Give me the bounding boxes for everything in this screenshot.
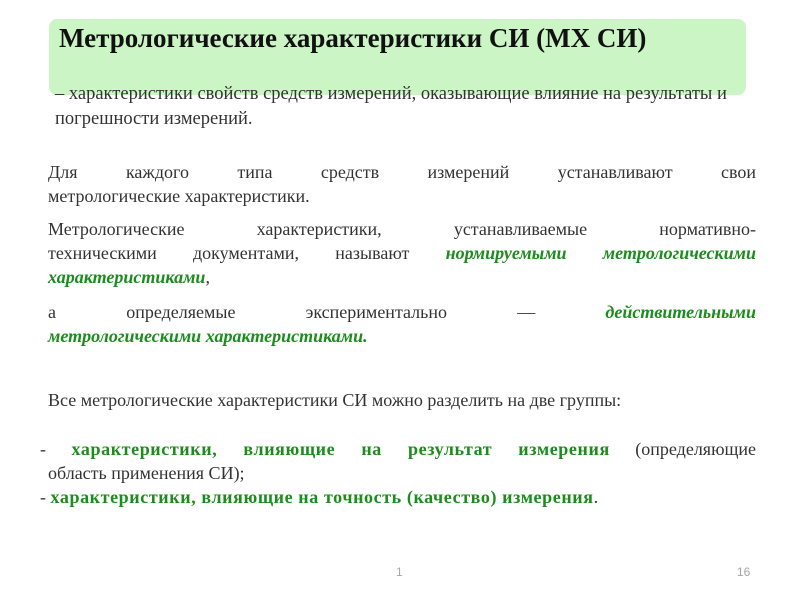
slide-subtitle: – характеристики свойств средств измерений, оказывающие влияние на результаты и погрешности измерений. xyxy=(55,84,727,129)
list-item-1-prefix: - xyxy=(40,439,72,459)
page-number: 16 xyxy=(737,565,751,579)
paragraph-2 xyxy=(48,217,756,289)
paragraph-2-line-3 xyxy=(48,267,210,287)
list-item-2-highlight: характеристики, влияющие на точность (качество) измерения xyxy=(50,487,594,507)
highlight-normalized-characteristics: нормируемыми метрологическими xyxy=(445,243,756,263)
list-item-2-tail: . xyxy=(593,487,599,507)
slide-title: Метрологические характеристики СИ (МХ СИ) xyxy=(59,23,647,53)
highlight-actual-characteristics-cont: метрологическими характеристиками. xyxy=(48,326,368,346)
paragraph-1 xyxy=(48,160,756,208)
paragraph-3 xyxy=(48,300,756,348)
paragraph-2-tail: , xyxy=(205,267,210,287)
list-item-1-line-2: область применения СИ); xyxy=(48,463,245,483)
paragraph-3-line-1 xyxy=(48,300,756,324)
paragraph-1-line-2: метрологические характеристики. xyxy=(48,186,310,206)
paragraph-2-line-1: Метрологические характеристики, устанавливаемые нормативно- xyxy=(48,219,756,239)
paragraph-2-line-2 xyxy=(48,241,756,265)
footer-left-number: 1 xyxy=(396,565,403,579)
paragraph-1-line-1: Для каждого типа средств измерений устанавливают свои xyxy=(48,162,756,182)
list-item-1-tail: (определяющие xyxy=(609,439,757,459)
groups-list xyxy=(40,437,756,509)
list-item-1 xyxy=(40,437,756,461)
list-item-2-prefix: - xyxy=(40,487,51,507)
highlight-actual-characteristics: действительными xyxy=(605,302,756,322)
paragraph-4: Все метрологические характеристики СИ можно разделить на две группы: xyxy=(48,390,622,410)
list-item-2 xyxy=(40,485,756,509)
paragraph-2-text: техническими документами, называют xyxy=(48,243,446,263)
highlight-normalized-characteristics-cont: характеристиками xyxy=(48,267,206,287)
paragraph-3-text: а определяемые экспериментально — xyxy=(48,302,606,322)
list-item-1-highlight: характеристики, влияющие на результат измерения xyxy=(71,439,610,459)
